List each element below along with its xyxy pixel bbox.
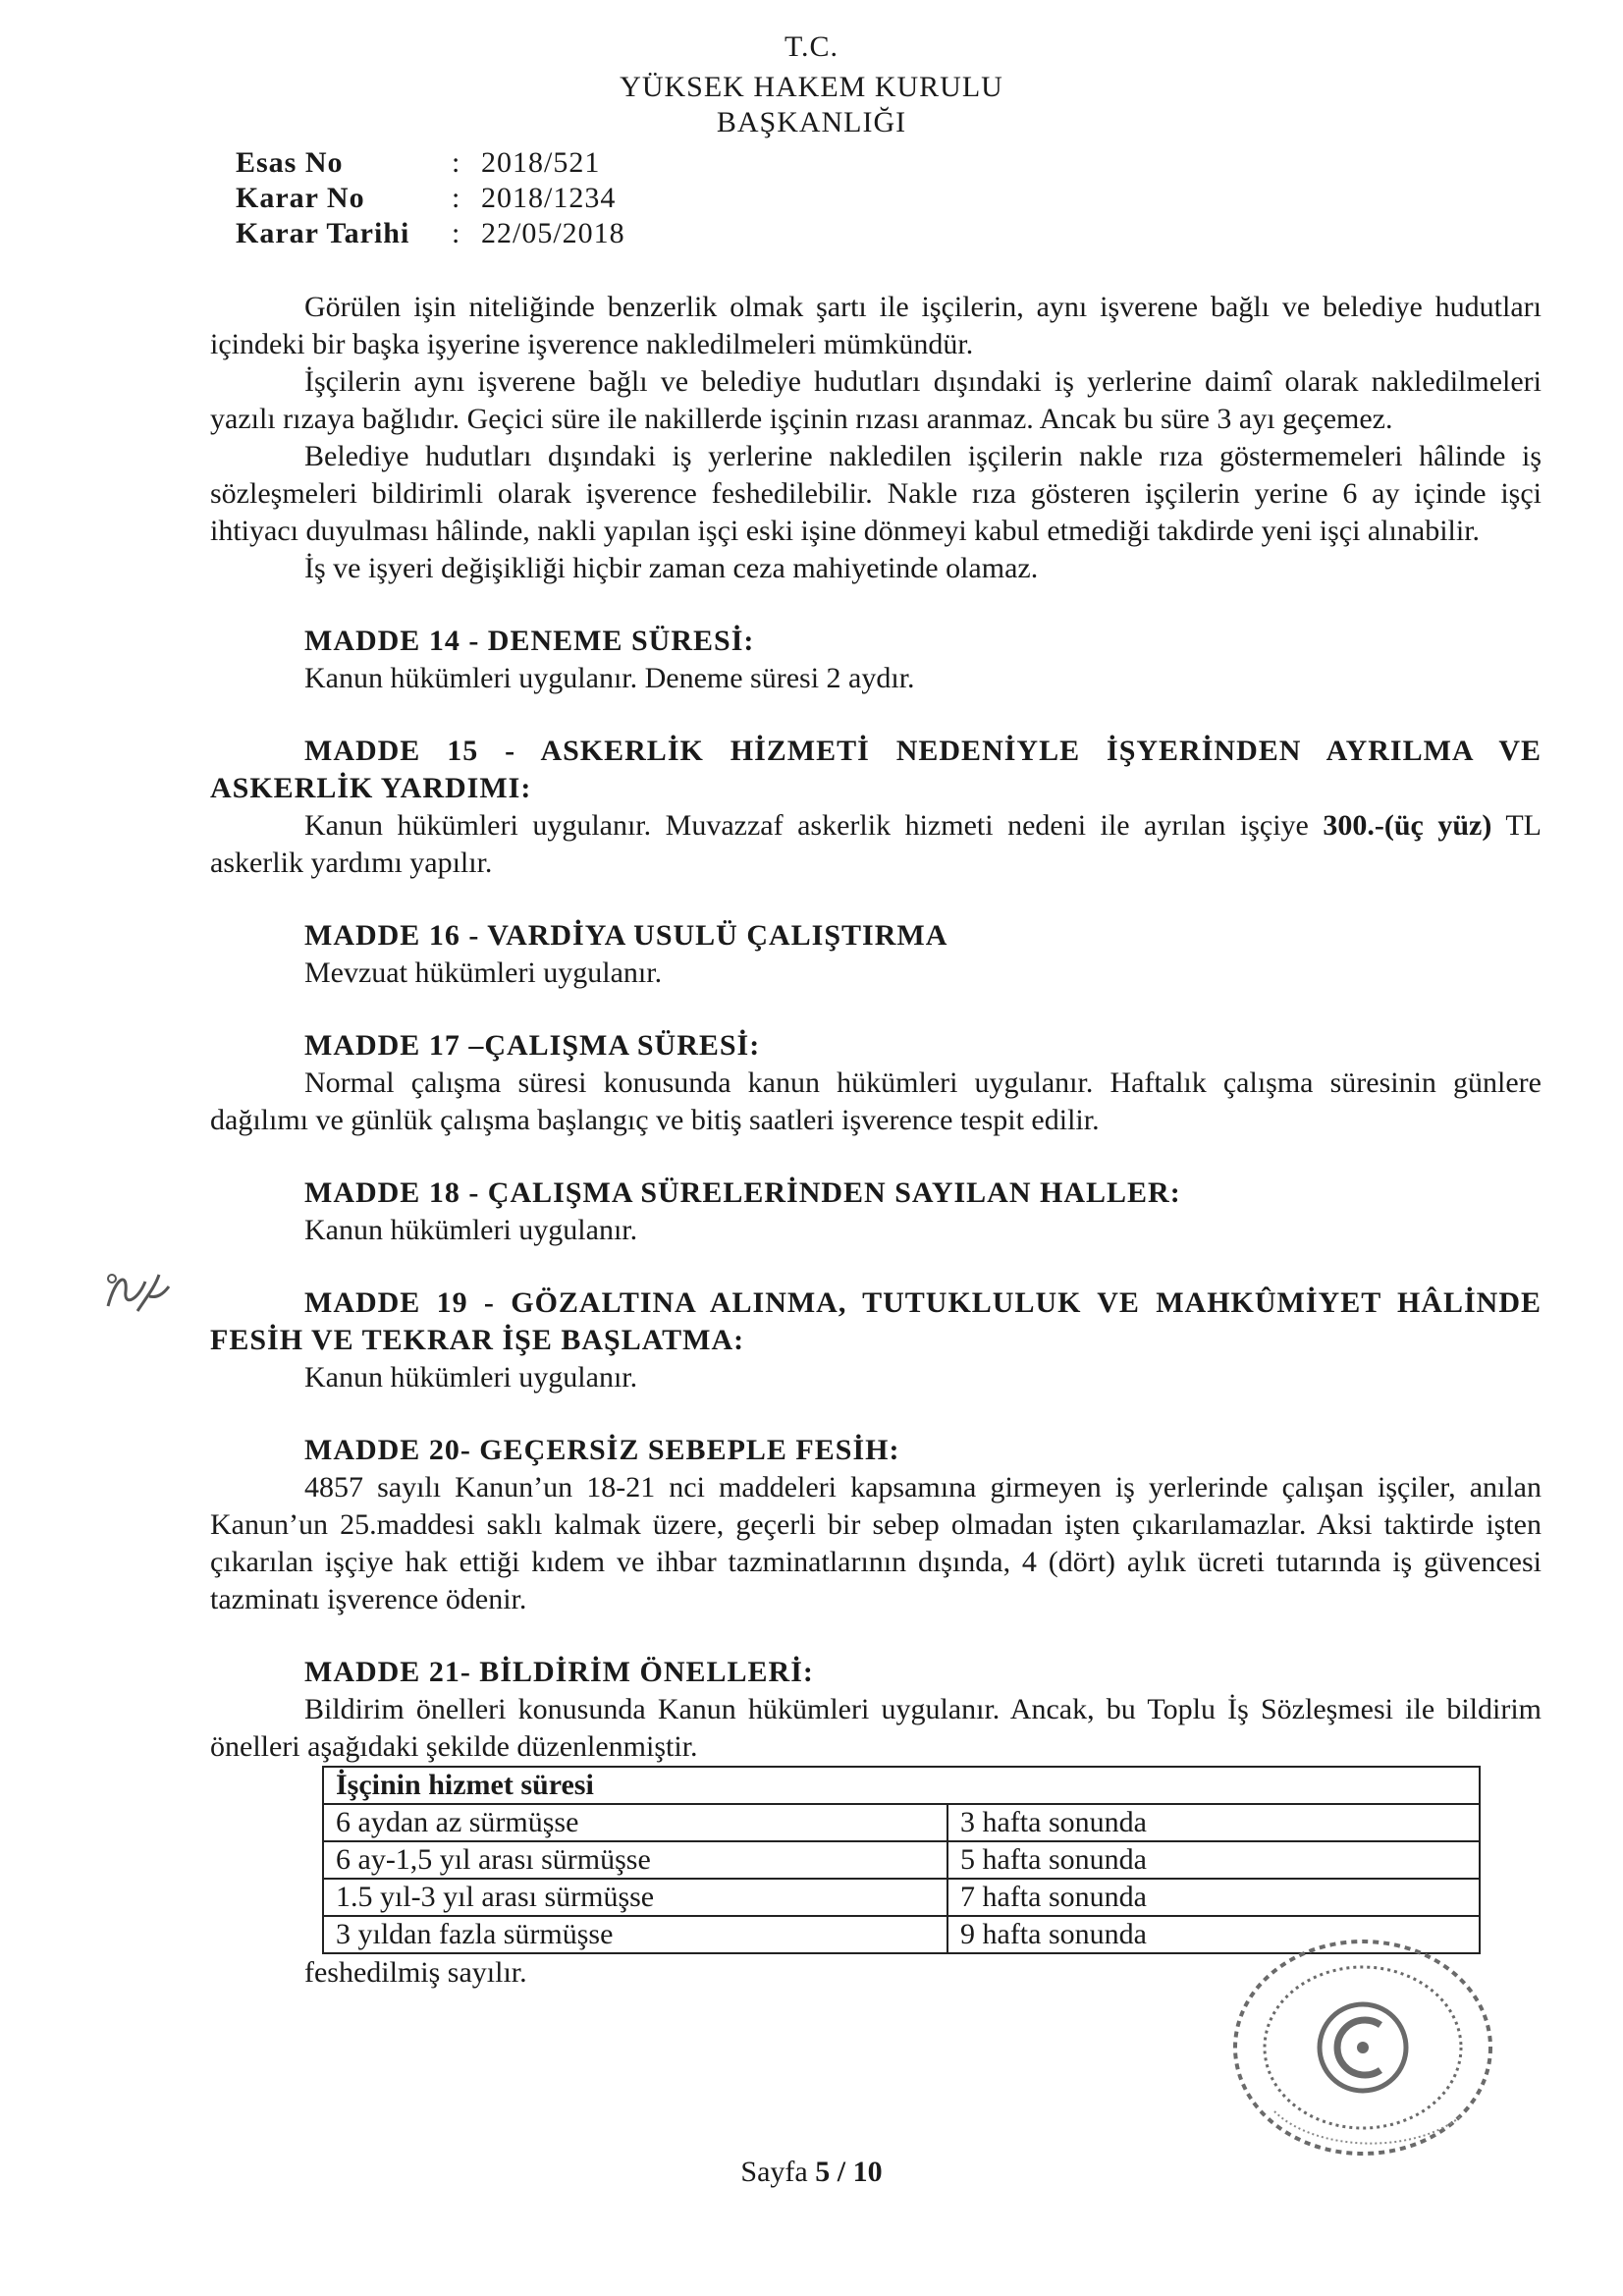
- esas-colon: :: [452, 146, 460, 179]
- header-line-tc: T.C.: [784, 30, 839, 63]
- notice-cell: 9 hafta sonunda: [947, 1916, 1480, 1953]
- madde-19-text: Kanun hükümleri uygulanır.: [304, 1361, 638, 1394]
- tarih-colon: :: [452, 217, 460, 249]
- header: [0, 29, 1623, 65]
- duration-cell: 1.5 yıl-3 yıl arası sürmüşse: [323, 1879, 947, 1916]
- official-seal-icon: [1216, 1925, 1510, 2180]
- section-madde-18: [210, 1175, 1542, 1249]
- section-madde-14: [210, 623, 1542, 697]
- duration-cell: 6 aydan az sürmüşse: [323, 1804, 947, 1841]
- section-madde-17: [210, 1027, 1542, 1139]
- madde-18-title: MADDE 18 - ÇALIŞMA SÜRELERİNDEN SAYILAN HALLER:: [304, 1176, 1181, 1209]
- document-body: [210, 289, 1542, 1992]
- header-line-baskanlik: BAŞKANLIĞI: [716, 106, 907, 138]
- paragraph-4: İş ve işyeri değişikliği hiçbir zaman ceza mahiyetinde olamaz.: [304, 552, 1039, 584]
- duration-cell: 3 yıldan fazla sürmüşse: [323, 1916, 947, 1953]
- notice-cell: 7 hafta sonunda: [947, 1879, 1480, 1916]
- madde-15-amount: 300.-(üç yüz): [1323, 809, 1492, 842]
- madde-21-title: MADDE 21- BİLDİRİM ÖNELLERİ:: [304, 1656, 814, 1688]
- paragraph-1: Görülen işin niteliğinde benzerlik olmak şartı ile işçilerin, aynı işverene bağlı ve belediye hudutları içindeki bir başka işyerine işverence nakledilmeleri mümkündür.: [210, 291, 1542, 360]
- header-institution: [0, 70, 1623, 140]
- tarih-row: [236, 216, 625, 251]
- paragraph-2: İşçilerin aynı işverene bağlı ve belediye hudutları dışındaki iş yerlerine daimî olarak nakledilmeleri yazılı rızaya bağlıdır. Geçici süre ile nakillerde işçinin rızası aranmaz. Ancak bu süre 3 ayı geçemez.: [210, 365, 1542, 435]
- madde-16-title: MADDE 16 - VARDİYA USULÜ ÇALIŞTIRMA: [304, 919, 948, 952]
- madde-19-title: MADDE 19 - GÖZALTINA ALINMA, TUTUKLULUK VE MAHKÛMİYET HÂLİNDE FESİH VE TEKRAR İŞE BAŞLATMA:: [210, 1286, 1542, 1356]
- page-number: 5 / 10: [815, 2156, 883, 2188]
- page-label: Sayfa: [740, 2156, 816, 2188]
- case-meta: [236, 145, 625, 251]
- madde-17-text: Normal çalışma süresi konusunda kanun hükümleri uygulanır. Haftalık çalışma süresinin günlere dağılımı ve günlük çalışma başlangıç ve bitiş saatleri işverence tespit edilir.: [210, 1066, 1542, 1136]
- table-row: [323, 1804, 1480, 1841]
- paragraph-3: Belediye hudutları dışındaki iş yerlerine nakledilen işçilerin nakle rıza göstermemeleri hâlinde iş sözleşmeleri bildirimli olarak işverence feshedilebilir. Nakle rıza gösteren işçilerin yerine 6 ay içinde işçi ihtiyacı duyulması hâlinde, nakli yapılan işçi eski işine dönmeyi kabul etmediği takdirde yeni işçi alınabilir.: [210, 440, 1542, 547]
- madde-14-title: MADDE 14 - DENEME SÜRESİ:: [304, 625, 755, 657]
- karar-label: Karar No: [236, 182, 365, 214]
- tarih-label: Karar Tarihi: [236, 217, 410, 249]
- madde-16-text: Mevzuat hükümleri uygulanır.: [304, 957, 663, 989]
- madde-21-after: feshedilmiş sayılır.: [304, 1956, 527, 1989]
- table-row: [323, 1879, 1480, 1916]
- karar-value: 2018/1234: [481, 182, 617, 214]
- tarih-value: 22/05/2018: [481, 217, 625, 249]
- karar-colon: :: [452, 182, 460, 214]
- madde-15-title: MADDE 15 - ASKERLİK HİZMETİ NEDENİYLE İŞYERİNDEN AYRILMA VE ASKERLİK YARDIMI:: [210, 735, 1542, 804]
- table-header-row: [323, 1767, 1480, 1804]
- madde-18-text: Kanun hükümleri uygulanır.: [304, 1214, 638, 1246]
- notice-cell: 3 hafta sonunda: [947, 1804, 1480, 1841]
- madde-20-text: 4857 sayılı Kanun’un 18-21 nci maddeleri kapsamına girmeyen iş yerlerinde çalışan işçiler, anılan Kanun’un 25.maddesi saklı kalmak üzere, geçerli bir sebep olmadan işten çıkarılamazlar. Aksi taktirde işten çıkarılan işçiye hak ettiği kıdem ve ihbar tazminatlarının dışında, 4 (dört) aylık ücreti tutarında iş güvencesi tazminatı işverence ödenir.: [210, 1471, 1542, 1615]
- page-footer: [0, 2156, 1623, 2189]
- madde-21-text: Bildirim önelleri konusunda Kanun hükümleri uygulanır. Ancak, bu Toplu İş Sözleşmesi ile bildirim önelleri aşağıdaki şekilde düzenlenmiştir.: [210, 1693, 1542, 1763]
- section-madde-15: [210, 733, 1542, 882]
- madde-14-text: Kanun hükümleri uygulanır. Deneme süresi 2 aydır.: [304, 662, 915, 694]
- madde-15-text-b: TL askerlik yardımı yapılır.: [210, 809, 1542, 879]
- notice-cell: 5 hafta sonunda: [947, 1841, 1480, 1879]
- madde-20-title: MADDE 20- GEÇERSİZ SEBEPLE FESİH:: [304, 1434, 900, 1466]
- handwritten-initials-icon: [98, 1257, 177, 1326]
- table-row: [323, 1841, 1480, 1879]
- section-madde-19: [210, 1285, 1542, 1396]
- section-madde-16: [210, 917, 1542, 992]
- header-line-kurul: YÜKSEK HAKEM KURULU: [620, 71, 1003, 103]
- madde-17-title: MADDE 17 –ÇALIŞMA SÜRESİ:: [304, 1029, 761, 1062]
- madde-15-text: [210, 807, 1542, 882]
- esas-value: 2018/521: [481, 146, 601, 179]
- table-header-cell: İşçinin hizmet süresi: [323, 1767, 1480, 1804]
- duration-cell: 6 ay-1,5 yıl arası sürmüşse: [323, 1841, 947, 1879]
- esas-label: Esas No: [236, 146, 344, 179]
- esas-row: [236, 145, 625, 181]
- section-madde-20: [210, 1432, 1542, 1618]
- karar-row: [236, 181, 625, 216]
- madde-15-text-a: Kanun hükümleri uygulanır. Muvazzaf askerlik hizmeti nedeni ile ayrılan işçiye: [304, 809, 1324, 842]
